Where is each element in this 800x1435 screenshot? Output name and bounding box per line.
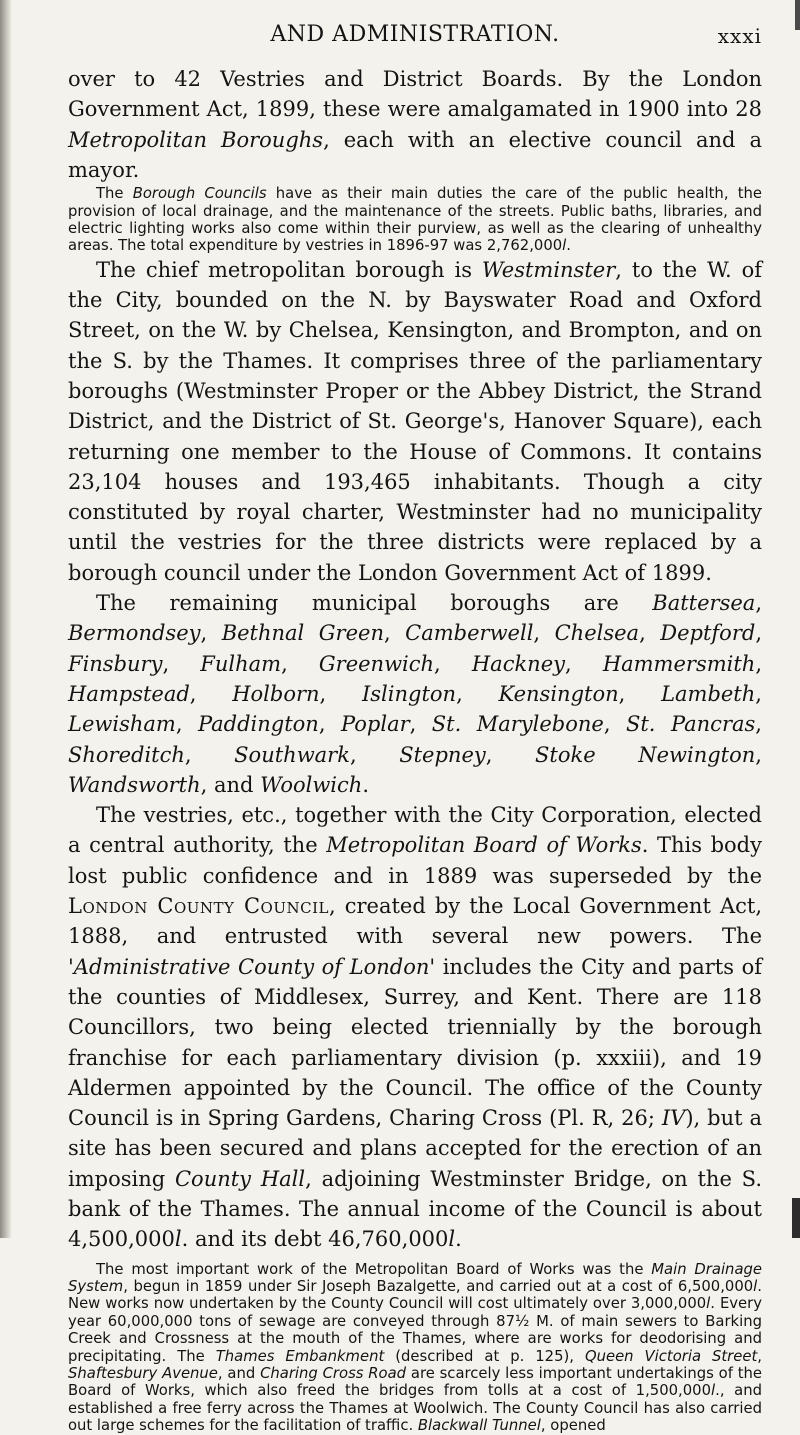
text-run: Fulham bbox=[200, 651, 282, 676]
text-run: over to 42 Vestries and District Boards. By the London Government Act, 1899, these were amalgamated in 1900 into 28 bbox=[68, 67, 762, 122]
text-run: , bbox=[755, 742, 762, 767]
text-run: ), but a site has been secured and plans accepted for the erection of an imposing bbox=[68, 1106, 762, 1191]
text-run: Metropolitan Board of Works bbox=[326, 833, 642, 858]
text-run: , adjoining Westminster Bridge, on the S. bank of the Thames. The annual income of the Council is about 4,500,000 bbox=[68, 1166, 762, 1252]
text-run: . and its debt 46,760,000 bbox=[181, 1227, 449, 1252]
text-run: . Every year 60,000,000 tons of sewage are conveyed through 87½ M. of main sewers to Barking Creek and Crossness at the mouth of the Thames, where are works for deodorising and precipitating. The bbox=[68, 1295, 762, 1365]
text-run: Greenwich bbox=[318, 651, 435, 676]
text-run: , bbox=[639, 621, 661, 646]
text-run: Hackney bbox=[471, 651, 565, 676]
paragraph-county-council bbox=[68, 800, 762, 1254]
text-run: . bbox=[362, 772, 369, 797]
text-run: Bermondsey bbox=[68, 621, 201, 646]
text-run: , bbox=[184, 742, 235, 767]
scan-edge-mark bbox=[795, 0, 800, 30]
text-run: Queen Victoria Street bbox=[584, 1347, 758, 1365]
text-run: , bbox=[200, 621, 222, 646]
text-run: , bbox=[409, 712, 432, 737]
running-header bbox=[68, 22, 762, 56]
scan-edge-mark-bottom bbox=[792, 1198, 800, 1238]
text-run: Battersea bbox=[652, 591, 756, 616]
text-run: Bethnal Green bbox=[221, 621, 384, 646]
text-run: Borough Councils bbox=[132, 185, 267, 203]
paragraph-municipal-boroughs bbox=[68, 588, 762, 800]
text-run: l bbox=[448, 1227, 456, 1252]
text-run: Thames Embankment bbox=[215, 1347, 385, 1365]
text-run: , bbox=[349, 742, 400, 767]
text-run: , each with an elective council and a mayor. bbox=[68, 127, 762, 182]
text-run: , bbox=[755, 591, 762, 616]
page-number: xxxi bbox=[717, 24, 762, 48]
text-run: Poplar bbox=[340, 712, 410, 737]
text-run: The bbox=[96, 185, 133, 203]
text-run: Southwark bbox=[234, 742, 350, 767]
text-run: IV bbox=[661, 1106, 686, 1131]
text-run: Administrative County of London bbox=[73, 954, 430, 979]
text-run: , bbox=[603, 712, 626, 737]
text-run: , bbox=[485, 742, 535, 767]
text-run: The remaining municipal boroughs are bbox=[96, 591, 653, 616]
paragraph-vestries bbox=[68, 64, 762, 185]
text-run: l bbox=[706, 1295, 711, 1313]
text-run: (described at p. 125), bbox=[384, 1347, 585, 1365]
text-run: , bbox=[755, 651, 762, 676]
text-run: have as their main duties the care of the public health, the provision of local drainage, and the maintenance of the streets. Public baths, libraries, and electric lighting works also come within their purview, as well as the clearing of unhealthy areas. The total expenditure by vestries in 1896-97 was 2,762,000 bbox=[68, 185, 762, 255]
text-run: Woolwich bbox=[260, 772, 363, 797]
text-run: Main Drainage System bbox=[68, 1260, 763, 1296]
text-run: , and bbox=[200, 772, 261, 797]
text-run: Holborn bbox=[232, 681, 320, 706]
text-run: l bbox=[174, 1227, 182, 1252]
text-run: Hampstead bbox=[68, 681, 190, 706]
text-run: , bbox=[755, 681, 762, 706]
running-title: AND ADMINISTRATION. bbox=[270, 22, 560, 47]
text-run: , bbox=[318, 712, 341, 737]
text-run: Hammersmith bbox=[602, 651, 756, 676]
text-run: The vestries, etc., together with the City Corporation, elected a central authority, the bbox=[68, 803, 762, 858]
page-gutter-shadow bbox=[0, 0, 12, 1238]
text-run: London County Council bbox=[68, 894, 329, 919]
text-run: Finsbury bbox=[68, 651, 163, 676]
text-run: Shaftesbury Avenue bbox=[68, 1365, 218, 1383]
text-run: , created by the Local Government Act, 1888, and entrusted with several new powers. The ' bbox=[68, 894, 763, 979]
text-run: Westminster bbox=[481, 257, 616, 282]
paragraph-borough-councils bbox=[68, 185, 762, 255]
text-run: , bbox=[565, 651, 603, 676]
text-run: Camberwell bbox=[405, 621, 534, 646]
text-run: , bbox=[319, 681, 362, 706]
text-run: . This body lost public confidence and in 1889 was superseded by the bbox=[68, 833, 762, 888]
text-run: Stoke Newington bbox=[535, 742, 756, 767]
text-run: Charing Cross Road bbox=[260, 1365, 407, 1383]
text-run: Shoreditch bbox=[68, 742, 185, 767]
text-run: . New works now undertaken by the County Council will cost ultimately over 3,000,000 bbox=[68, 1278, 762, 1313]
text-run: . bbox=[455, 1227, 462, 1252]
text-run: Lewisham bbox=[68, 712, 176, 737]
text-run: , bbox=[755, 621, 762, 646]
text-run: Stepney bbox=[399, 742, 486, 767]
text-run: The chief metropolitan borough is bbox=[96, 257, 482, 282]
text-run: , bbox=[434, 651, 472, 676]
text-run: Islington bbox=[361, 681, 457, 706]
text-run: ., and established a free ferry across the Thames at Woolwich. The County Council has also carried out large schemes for the facilitation of traffic. bbox=[68, 1382, 762, 1435]
text-run: Paddington bbox=[197, 712, 319, 737]
text-run: . bbox=[566, 237, 571, 255]
text-run: Metropolitan Boroughs bbox=[68, 127, 324, 152]
text-run: l bbox=[562, 237, 567, 255]
text-run: , bbox=[533, 621, 555, 646]
text-run: Deptford bbox=[660, 621, 756, 646]
text-run: are scarcely less important undertakings of the Board of Works, which also freed the bridges from tolls at a cost of 1,500,000 bbox=[68, 1365, 762, 1400]
paragraph-main-drainage bbox=[68, 1261, 762, 1435]
text-run: , bbox=[162, 651, 201, 676]
page-body bbox=[68, 64, 762, 1435]
text-run: l bbox=[710, 1382, 716, 1400]
text-run: The most important work of the Metropolitan Board of Works was the bbox=[96, 1260, 652, 1278]
text-run: , bbox=[755, 712, 762, 737]
text-run: , bbox=[383, 621, 406, 646]
text-run: l bbox=[753, 1278, 758, 1296]
text-run: Blackwall Tunnel bbox=[417, 1417, 541, 1435]
text-run: ' includes the City and parts of the counties of Middlesex, Surrey, and Kent. There are 118 Councillors, two being elected triennially by the borough franchise for each parliamentary division (p. xxxiii), and 19 Aldermen appointed by the Council. The office of the County Council is in Spring Gardens, Charing Cross (Pl. R, 26; bbox=[68, 954, 762, 1131]
text-run: , and bbox=[217, 1365, 261, 1383]
text-run: , opened bbox=[540, 1417, 606, 1435]
text-run: Lambeth bbox=[661, 681, 756, 706]
text-run: Chelsea bbox=[554, 621, 640, 646]
text-run: , bbox=[618, 681, 662, 706]
text-run: , bbox=[189, 681, 233, 706]
text-run: County Hall bbox=[174, 1166, 306, 1191]
text-run: , bbox=[281, 651, 319, 676]
text-run: , to the W. of the City, bounded on the N. by Bayswater Road and Oxford Street, on the W. by Chelsea, Kensington, and Brompton, and on the S. by the Thames. It comprises three of the parliamentary boroughs (Westminster Proper or the Abbey District, the Strand District, and the District of St. George's, Hanover Square), each returning one member to the House of Commons. It contains 23,104 houses and 193,465 inhabitants. Though a city constituted by royal charter, Westminster had no municipality until the vestries for the three districts were replaced by a borough council under the London Government Act of 1899. bbox=[68, 257, 763, 585]
text-run: , bbox=[175, 712, 198, 737]
text-run: , bbox=[456, 681, 499, 706]
text-run: Kensington bbox=[498, 681, 619, 706]
text-run: St. Marylebone bbox=[431, 712, 604, 737]
text-run: Wandsworth bbox=[68, 772, 201, 797]
text-run: , bbox=[757, 1347, 762, 1365]
text-run: , begun in 1859 under Sir Joseph Bazalgette, and carried out at a cost of 6,500,000 bbox=[123, 1278, 754, 1296]
paragraph-westminster bbox=[68, 255, 762, 588]
text-run: St. Pancras bbox=[625, 712, 756, 737]
